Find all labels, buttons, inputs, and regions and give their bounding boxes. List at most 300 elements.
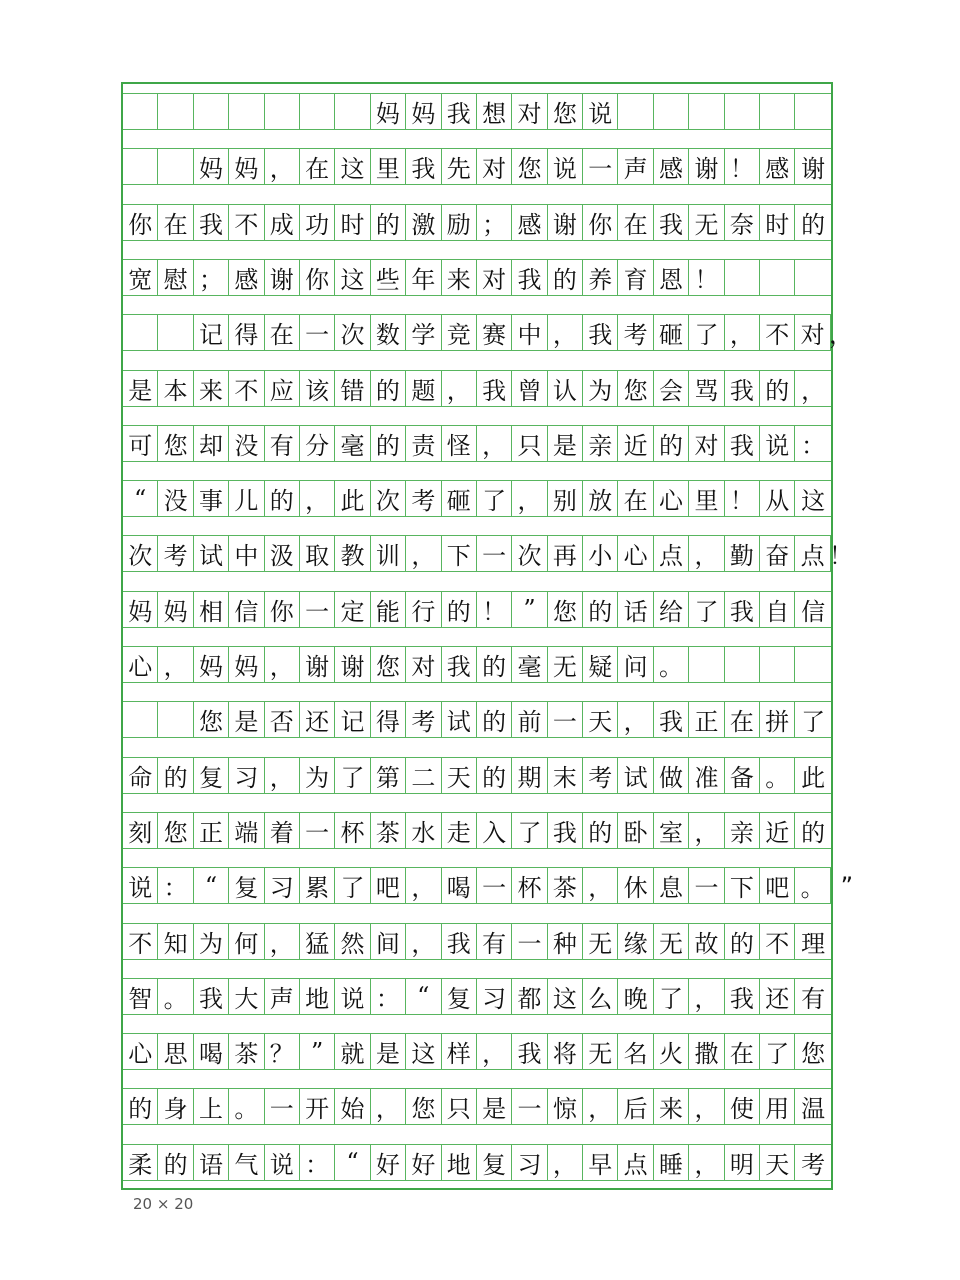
grid-cell: 取 xyxy=(300,536,335,571)
grid-cell: 我 xyxy=(725,371,760,406)
grid-cell: 这 xyxy=(406,1034,441,1069)
grid-row xyxy=(123,425,831,462)
grid-cell: 您 xyxy=(618,371,653,406)
grid-cell: 我 xyxy=(477,371,512,406)
grid-cell: 习 xyxy=(265,868,300,903)
grid-cell: 宽 xyxy=(123,260,158,295)
grid-cell: 妈 xyxy=(406,94,441,129)
grid-cell: 吧 xyxy=(371,868,406,903)
grid-cell: 我 xyxy=(442,924,477,959)
grid-cell: 只 xyxy=(512,426,547,461)
grid-cell: ， xyxy=(725,315,760,350)
grid-cell: 语 xyxy=(194,1145,229,1180)
grid-cell: 好 xyxy=(371,1145,406,1180)
grid-cell: 奋 xyxy=(760,536,795,571)
grid-cell: 名 xyxy=(618,1034,653,1069)
grid-cell: ， xyxy=(583,868,618,903)
grid-cell: 砸 xyxy=(442,481,477,516)
grid-cell: 没 xyxy=(158,481,193,516)
grid-cell: ， xyxy=(265,647,300,682)
grid-cell: 您 xyxy=(548,592,583,627)
grid-cell: ” xyxy=(512,592,547,627)
grid-cell: 种 xyxy=(548,924,583,959)
grid-cell: 这 xyxy=(548,979,583,1014)
grid-cell: 感 xyxy=(760,149,795,184)
grid-cell xyxy=(158,315,193,350)
grid-cell: 次 xyxy=(371,481,406,516)
grid-cell: 放 xyxy=(583,481,618,516)
grid-cell: 训 xyxy=(371,536,406,571)
grid-row xyxy=(123,259,831,296)
grid-row xyxy=(123,314,853,351)
grid-cell: ， xyxy=(512,481,547,516)
grid-cell: 砸 xyxy=(654,315,689,350)
grid-cell: 儿 xyxy=(229,481,264,516)
grid-cell: 的 xyxy=(548,260,583,295)
grid-cell: ； xyxy=(477,205,512,240)
grid-cell: 大 xyxy=(229,979,264,1014)
grid-cell: 做 xyxy=(654,758,689,793)
grid-cell: 您 xyxy=(548,94,583,129)
grid-cell: 的 xyxy=(583,813,618,848)
grid-cell: 励 xyxy=(442,205,477,240)
grid-cell: 习 xyxy=(477,979,512,1014)
grid-cell: 是 xyxy=(123,371,158,406)
grid-cell: 本 xyxy=(158,371,193,406)
grid-cell: 的 xyxy=(583,592,618,627)
grid-cell: 为 xyxy=(194,924,229,959)
grid-cell: 我 xyxy=(583,315,618,350)
grid-cell: 你 xyxy=(123,205,158,240)
grid-row xyxy=(123,978,831,1015)
grid-cell: 分 xyxy=(300,426,335,461)
grid-cell: 还 xyxy=(760,979,795,1014)
grid-cell: 否 xyxy=(265,702,300,737)
grid-cell: 拼 xyxy=(760,702,795,737)
grid-cell: 该 xyxy=(300,371,335,406)
grid-cell: 再 xyxy=(548,536,583,571)
grid-cell: 考 xyxy=(406,702,441,737)
grid-cell: 复 xyxy=(442,979,477,1014)
grid-row xyxy=(123,1033,831,1070)
grid-cell: 习 xyxy=(229,758,264,793)
grid-cell: “ xyxy=(123,481,158,516)
grid-cell: 第 xyxy=(371,758,406,793)
grid-cell: 年 xyxy=(406,260,441,295)
grid-cell: 使 xyxy=(725,1089,760,1124)
grid-cell: 慰 xyxy=(158,260,193,295)
grid-cell: 。 xyxy=(760,758,795,793)
grid-cell: 来 xyxy=(654,1089,689,1124)
grid-cell: ， xyxy=(583,1089,618,1124)
grid-cell: 我 xyxy=(406,149,441,184)
grid-cell: 无 xyxy=(583,924,618,959)
overflow-punctuation: ， xyxy=(829,321,853,350)
grid-cell: 复 xyxy=(229,868,264,903)
grid-cell: 题 xyxy=(406,371,441,406)
grid-cell: ！ xyxy=(725,149,760,184)
grid-cell: 杯 xyxy=(512,868,547,903)
grid-cell: 谢 xyxy=(801,155,826,184)
grid-cell: 近 xyxy=(618,426,653,461)
grid-cell: 一 xyxy=(300,315,335,350)
grid-cell: 成 xyxy=(265,205,300,240)
grid-cell: 来 xyxy=(442,260,477,295)
grid-cell: 后 xyxy=(618,1089,653,1124)
grid-cell: 命 xyxy=(123,758,158,793)
grid-cell: 只 xyxy=(442,1089,477,1124)
grid-cell: 没 xyxy=(229,426,264,461)
grid-cell: 信 xyxy=(229,592,264,627)
grid-cell xyxy=(760,94,795,129)
grid-cell: 的 xyxy=(801,818,826,847)
grid-cell: 怪 xyxy=(442,426,477,461)
grid-cell: 话 xyxy=(618,592,653,627)
grid-cell: 考 xyxy=(618,315,653,350)
grid-cell: 毫 xyxy=(335,426,370,461)
grid-cell: 说 xyxy=(548,149,583,184)
grid-row xyxy=(123,1144,831,1181)
grid-cell: 下 xyxy=(725,868,760,903)
grid-cell: 我 xyxy=(654,702,689,737)
grid-cell: 却 xyxy=(194,426,229,461)
grid-cell: ， xyxy=(689,536,724,571)
grid-row xyxy=(123,646,831,683)
grid-cell: 水 xyxy=(406,813,441,848)
grid-cell: 的 xyxy=(123,1089,158,1124)
grid-cell xyxy=(654,94,689,129)
grid-cell: 备 xyxy=(725,758,760,793)
grid-cell: 在 xyxy=(265,315,300,350)
grid-cell: 的 xyxy=(725,924,760,959)
grid-cell: 谢 xyxy=(689,149,724,184)
grid-cell: 次 xyxy=(335,315,370,350)
grid-cell: 不 xyxy=(229,205,264,240)
grid-cell: 一 xyxy=(300,592,335,627)
grid-cell: 在 xyxy=(618,481,653,516)
grid-cell: 缘 xyxy=(618,924,653,959)
grid-cell: 我 xyxy=(512,1034,547,1069)
grid-cell: 功 xyxy=(300,205,335,240)
grid-cell: 吧 xyxy=(760,868,795,903)
grid-cell: 您 xyxy=(194,702,229,737)
grid-row xyxy=(123,923,831,960)
grid-cell xyxy=(795,94,830,129)
grid-cell: 间 xyxy=(371,924,406,959)
grid-cell xyxy=(725,260,760,295)
grid-cell: 休 xyxy=(618,868,653,903)
grid-cell: 了 xyxy=(512,813,547,848)
grid-cell: 的 xyxy=(371,371,406,406)
grid-cell: 亲 xyxy=(725,813,760,848)
grid-cell: ， xyxy=(477,426,512,461)
grid-cell: 时 xyxy=(335,205,370,240)
grid-cell: 这 xyxy=(335,149,370,184)
grid-cell: “ xyxy=(406,979,441,1014)
grid-cell: 喝 xyxy=(194,1034,229,1069)
grid-cell: 智 xyxy=(123,979,158,1014)
grid-row xyxy=(123,591,831,628)
grid-cell: 地 xyxy=(300,979,335,1014)
grid-cell: 教 xyxy=(335,536,370,571)
grid-cell: 说 xyxy=(583,94,618,129)
grid-cell: 考 xyxy=(406,481,441,516)
grid-cell: 着 xyxy=(265,813,300,848)
grid-cell: 了 xyxy=(760,1034,795,1069)
grid-cell: 我 xyxy=(442,94,477,129)
grid-cell: 一 xyxy=(583,149,618,184)
grid-cell: 是 xyxy=(229,702,264,737)
grid-cell: 谢 xyxy=(265,260,300,295)
grid-cell: 感 xyxy=(654,149,689,184)
grid-cell: 给 xyxy=(654,592,689,627)
grid-cell: 一 xyxy=(477,536,512,571)
grid-cell: 早 xyxy=(583,1145,618,1180)
grid-cell: 中 xyxy=(229,536,264,571)
grid-cell: 天 xyxy=(442,758,477,793)
overflow-punctuation: ！ xyxy=(829,542,853,571)
grid-cell: 样 xyxy=(442,1034,477,1069)
grid-cell: ， xyxy=(442,371,477,406)
grid-cell: 温 xyxy=(801,1095,826,1124)
grid-cell: 先 xyxy=(442,149,477,184)
grid-cell: 一 xyxy=(512,924,547,959)
grid-cell: 的 xyxy=(442,592,477,627)
grid-cell: 能 xyxy=(371,592,406,627)
grid-cell: 正 xyxy=(689,702,724,737)
grid-cell: 何 xyxy=(229,924,264,959)
grid-cell: 无 xyxy=(583,1034,618,1069)
grid-cell: 前 xyxy=(512,702,547,737)
grid-cell xyxy=(335,94,370,129)
grid-cell: 天 xyxy=(583,702,618,737)
grid-cell: 责 xyxy=(406,426,441,461)
grid-cell: 为 xyxy=(300,758,335,793)
grid-cell: ， xyxy=(300,481,335,516)
grid-cell: 我 xyxy=(725,592,760,627)
grid-cell: 无 xyxy=(548,647,583,682)
grid-cell: 晚 xyxy=(618,979,653,1014)
grid-cell: 里 xyxy=(689,481,724,516)
grid-cell: 然 xyxy=(335,924,370,959)
grid-cell: 卧 xyxy=(618,813,653,848)
grid-cell: 的 xyxy=(477,647,512,682)
grid-cell: 火 xyxy=(654,1034,689,1069)
grid-cell: 信 xyxy=(801,597,826,626)
grid-cell: 了 xyxy=(689,315,724,350)
grid-cell: 了 xyxy=(477,481,512,516)
grid-row xyxy=(123,701,831,738)
grid-cell: ， xyxy=(477,1034,512,1069)
grid-cell: 茶 xyxy=(229,1034,264,1069)
grid-cell: 谢 xyxy=(548,205,583,240)
grid-cell: 故 xyxy=(689,924,724,959)
grid-cell: 次 xyxy=(512,536,547,571)
grid-cell: 妈 xyxy=(194,149,229,184)
grid-cell: 了 xyxy=(335,868,370,903)
grid-cell: 感 xyxy=(512,205,547,240)
grid-cell: 近 xyxy=(760,813,795,848)
grid-cell: 在 xyxy=(300,149,335,184)
grid-cell: 思 xyxy=(158,1034,193,1069)
grid-cell: 知 xyxy=(158,924,193,959)
grid-cell: 我 xyxy=(725,426,760,461)
grid-cell: 想 xyxy=(477,94,512,129)
grid-cell: 了 xyxy=(335,758,370,793)
grid-cell: 可 xyxy=(123,426,158,461)
grid-cell: 考 xyxy=(158,536,193,571)
grid-cell: 理 xyxy=(801,929,826,958)
grid-cell: 不 xyxy=(123,924,158,959)
grid-cell: 下 xyxy=(442,536,477,571)
grid-cell: 无 xyxy=(689,205,724,240)
grid-cell: 妈 xyxy=(123,592,158,627)
grid-cell: 会 xyxy=(654,371,689,406)
grid-cell xyxy=(123,149,158,184)
grid-cell: 记 xyxy=(335,702,370,737)
grid-cell: ， xyxy=(406,924,441,959)
grid-cell: ！ xyxy=(477,592,512,627)
grid-cell: 些 xyxy=(371,260,406,295)
grid-cell: 说 xyxy=(760,426,795,461)
grid-cell: 还 xyxy=(300,702,335,737)
grid-cell: 刻 xyxy=(123,813,158,848)
grid-cell: 的 xyxy=(371,426,406,461)
grid-cell: 习 xyxy=(512,1145,547,1180)
grid-cell: 定 xyxy=(335,592,370,627)
grid-cell: 一 xyxy=(689,868,724,903)
grid-cell: 您 xyxy=(158,813,193,848)
grid-row xyxy=(123,480,831,517)
grid-cell: 行 xyxy=(406,592,441,627)
grid-cell: ： xyxy=(371,979,406,1014)
grid-cell: 学 xyxy=(406,315,441,350)
grid-cell: 相 xyxy=(194,592,229,627)
grid-cell: 为 xyxy=(583,371,618,406)
grid-cell: 累 xyxy=(300,868,335,903)
grid-row xyxy=(123,204,831,241)
grid-cell: 有 xyxy=(801,984,826,1013)
grid-cell: ， xyxy=(689,1089,724,1124)
grid-cell: 了 xyxy=(689,592,724,627)
grid-cell: 心 xyxy=(618,536,653,571)
grid-row xyxy=(123,535,853,572)
grid-cell: 赛 xyxy=(477,315,512,350)
grid-cell xyxy=(158,702,193,737)
grid-cell: 有 xyxy=(265,426,300,461)
grid-cell: 记 xyxy=(194,315,229,350)
grid-cell: 心 xyxy=(654,481,689,516)
grid-cell: 得 xyxy=(229,315,264,350)
grid-cell: 声 xyxy=(618,149,653,184)
grid-cell: ； xyxy=(194,260,229,295)
grid-cell: 茶 xyxy=(548,868,583,903)
grid-cell xyxy=(123,702,158,737)
grid-cell xyxy=(123,315,158,350)
grid-cell: 始 xyxy=(335,1089,370,1124)
grid-cell: 心 xyxy=(123,1034,158,1069)
grid-cell: 中 xyxy=(512,315,547,350)
grid-cell: 对 xyxy=(406,647,441,682)
grid-cell: 考 xyxy=(801,1150,826,1179)
grid-cell: 试 xyxy=(442,702,477,737)
grid-cell: 时 xyxy=(760,205,795,240)
grid-cell: 您 xyxy=(371,647,406,682)
title-row xyxy=(123,93,831,130)
grid-cell: ， xyxy=(371,1089,406,1124)
grid-cell: 您 xyxy=(801,1040,826,1069)
essay-grid-paper xyxy=(121,82,853,1190)
grid-cell: 对 xyxy=(689,426,724,461)
grid-cell: 的 xyxy=(477,702,512,737)
grid-cell: 。 xyxy=(654,647,689,682)
grid-cell: 我 xyxy=(442,647,477,682)
grid-cell: ？ xyxy=(265,1034,300,1069)
grid-cell: 考 xyxy=(583,758,618,793)
grid-cell: 自 xyxy=(760,592,795,627)
grid-cell: 此 xyxy=(335,481,370,516)
grid-cell: 激 xyxy=(406,205,441,240)
grid-cell: 这 xyxy=(801,487,826,516)
grid-cell: 上 xyxy=(194,1089,229,1124)
grid-cell: 问 xyxy=(618,647,653,682)
grid-cell xyxy=(618,94,653,129)
grid-cell: 杯 xyxy=(335,813,370,848)
grid-cell: 无 xyxy=(654,924,689,959)
grid-cell: 妈 xyxy=(371,94,406,129)
grid-cell: 。 xyxy=(795,868,830,903)
grid-cell: 你 xyxy=(265,592,300,627)
grid-cell: 茶 xyxy=(371,813,406,848)
grid-cell: 我 xyxy=(548,813,583,848)
grid-cell: 。 xyxy=(158,979,193,1014)
grid-cell: 说 xyxy=(123,868,158,903)
grid-cell: 妈 xyxy=(158,592,193,627)
grid-cell: ， xyxy=(801,376,826,405)
grid-cell: ” xyxy=(300,1034,335,1069)
grid-cell: ！ xyxy=(725,481,760,516)
grid-cell: 睡 xyxy=(654,1145,689,1180)
grid-cell: 开 xyxy=(300,1089,335,1124)
grid-row xyxy=(123,757,831,794)
grid-cell: 妈 xyxy=(194,647,229,682)
grid-cell xyxy=(795,260,830,295)
grid-cell: “ xyxy=(194,868,229,903)
grid-cell: 末 xyxy=(548,758,583,793)
grid-cell: 恩 xyxy=(654,260,689,295)
grid-cell: 里 xyxy=(371,149,406,184)
grid-cell: 一 xyxy=(477,868,512,903)
grid-cell: 是 xyxy=(371,1034,406,1069)
grid-cell xyxy=(689,647,724,682)
grid-cell: 在 xyxy=(618,205,653,240)
grid-cell: 我 xyxy=(654,205,689,240)
grid-row xyxy=(123,812,831,849)
grid-cell: 我 xyxy=(194,979,229,1014)
grid-cell: 在 xyxy=(725,702,760,737)
grid-cell: 对 xyxy=(477,149,512,184)
grid-cell: 的 xyxy=(654,426,689,461)
grid-cell: 的 xyxy=(371,205,406,240)
grid-cell: 一 xyxy=(265,1089,300,1124)
grid-cell: 试 xyxy=(194,536,229,571)
grid-cell: 小 xyxy=(583,536,618,571)
grid-cell: 将 xyxy=(548,1034,583,1069)
grid-cell: 育 xyxy=(618,260,653,295)
grid-cell: 身 xyxy=(158,1089,193,1124)
grid-cell xyxy=(795,647,830,682)
grid-cell: 一 xyxy=(512,1089,547,1124)
